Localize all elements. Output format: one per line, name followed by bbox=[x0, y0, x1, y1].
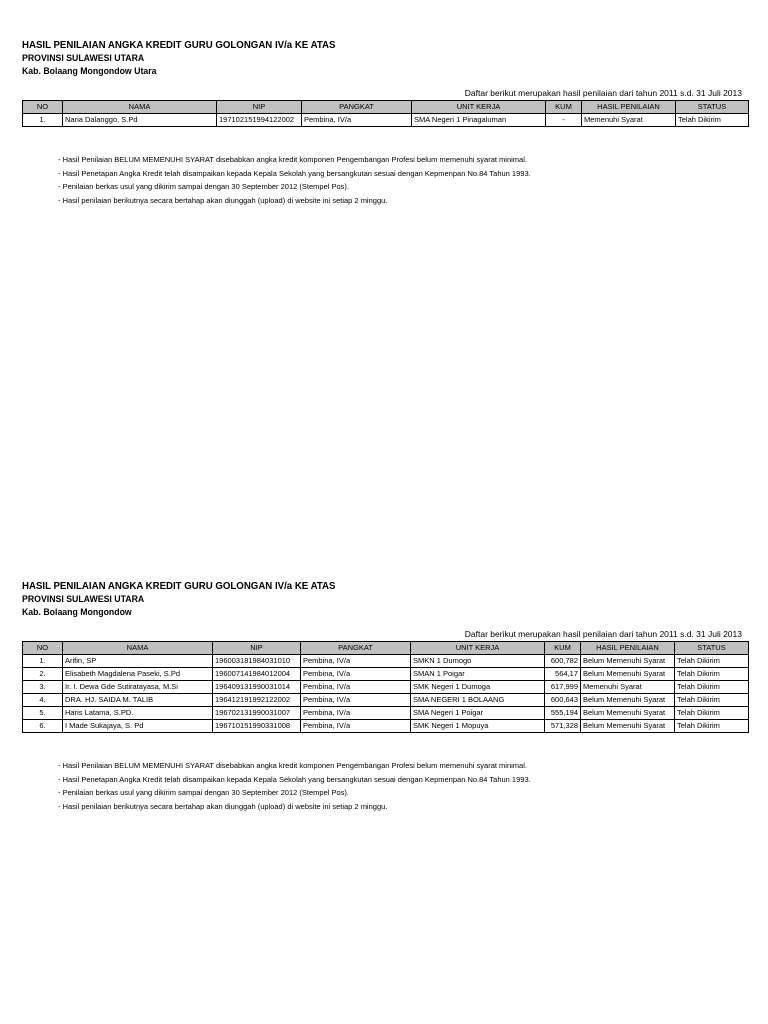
cell-pangkat: Pembina, IV/a bbox=[301, 707, 411, 720]
col-header-pangkat: PANGKAT bbox=[302, 101, 412, 114]
cell-kum: - bbox=[546, 114, 582, 127]
col-header-nama: NAMA bbox=[63, 642, 213, 655]
period-note: Daftar berikut merupakan hasil penilaian dari tahun 2011 s.d. 31 Juli 2013 bbox=[464, 629, 742, 639]
cell-status: Telah Dikirim bbox=[675, 707, 749, 720]
cell-unit-kerja: SMK Negeri 1 Mopuya bbox=[411, 720, 545, 733]
cell-hasil-penilaian: Memenuhi Syarat bbox=[581, 681, 675, 694]
cell-no: 3. bbox=[23, 681, 63, 694]
col-header-unit-kerja: UNIT KERJA bbox=[411, 642, 545, 655]
col-header-hasil-penilaian: HASIL PENILAIAN bbox=[582, 101, 676, 114]
col-header-nama: NAMA bbox=[63, 101, 217, 114]
cell-no: 6. bbox=[23, 720, 63, 733]
report-section-2 bbox=[22, 579, 748, 813]
col-header-hasil-penilaian: HASIL PENILAIAN bbox=[581, 642, 675, 655]
cell-nip: 197102151994122002 bbox=[217, 114, 302, 127]
cell-kum: 571,328 bbox=[545, 720, 581, 733]
cell-status: Telah Dikirim bbox=[676, 114, 749, 127]
cell-no: 1. bbox=[23, 114, 63, 127]
cell-unit-kerja: SMKN 1 Dumogo bbox=[411, 655, 545, 668]
cell-no: 5. bbox=[23, 707, 63, 720]
cell-hasil-penilaian: Belum Memenuhi Syarat bbox=[581, 707, 675, 720]
cell-nip: 196007141984012004 bbox=[213, 668, 301, 681]
col-header-no: NO bbox=[23, 101, 63, 114]
cell-pangkat: Pembina, IV/a bbox=[301, 681, 411, 694]
cell-nama: Naria Dalanggo, S.Pd bbox=[63, 114, 217, 127]
cell-pangkat: Pembina, IV/a bbox=[301, 655, 411, 668]
note-item: - Hasil Penetapan Angka Kredit telah disampaikan kepada Kepala Sekolah yang bersangkutan sesuai dengan Kepmenpan No.84 Tahun 1993. bbox=[58, 168, 531, 178]
note-item: - Hasil Penetapan Angka Kredit telah disampaikan kepada Kepala Sekolah yang bersangkutan sesuai dengan Kepmenpan No.84 Tahun 1993. bbox=[58, 774, 531, 784]
cell-nip: 196409131990031014 bbox=[213, 681, 301, 694]
table-row bbox=[23, 681, 749, 694]
notes-list bbox=[58, 153, 748, 207]
cell-nama: Elisabeth Magdalena Paseki, S.Pd bbox=[63, 668, 213, 681]
cell-nip: 196003181984031010 bbox=[213, 655, 301, 668]
cell-nama: Ir. I. Dewa Gde Sutiratayasa, M.Si bbox=[63, 681, 213, 694]
col-header-kum: KUM bbox=[545, 642, 581, 655]
table-row bbox=[23, 668, 749, 681]
cell-no: 2. bbox=[23, 668, 63, 681]
report-title: HASIL PENILAIAN ANGKA KREDIT GURU GOLONGAN IV/a KE ATAS bbox=[22, 580, 336, 592]
cell-nip: 196710151990331008 bbox=[213, 720, 301, 733]
cell-nama: Arifin, SP bbox=[63, 655, 213, 668]
cell-pangkat: Pembina, IV/a bbox=[301, 668, 411, 681]
cell-hasil-penilaian: Belum Memenuhi Syarat bbox=[581, 694, 675, 707]
cell-no: 1. bbox=[23, 655, 63, 668]
cell-hasil-penilaian: Belum Memenuhi Syarat bbox=[581, 668, 675, 681]
table-row bbox=[23, 720, 749, 733]
cell-status: Telah Dikirim bbox=[675, 694, 749, 707]
col-header-kum: KUM bbox=[546, 101, 582, 114]
province-label: PROVINSI SULAWESI UTARA bbox=[22, 594, 145, 605]
note-item: - Hasil penilaian berikutnya secara bertahap akan diunggah (upload) di website ini setiap 2 minggu. bbox=[58, 195, 388, 205]
note-item: - Penilaian berkas usul yang dikirim sampai dengan 30 September 2012 (Stempel Pos). bbox=[58, 182, 349, 191]
note-item: - Hasil Penilaian BELUM MEMENUHI SYARAT disebabkan angka kredit komponen Pengembangan Profesi belum memenuhi syarat minimal. bbox=[58, 761, 527, 770]
cell-kum: 564,17 bbox=[545, 668, 581, 681]
results-table bbox=[22, 100, 749, 127]
cell-unit-kerja: SMA Negeri 1 Pinagaluman bbox=[412, 114, 546, 127]
note-item: - Hasil Penilaian BELUM MEMENUHI SYARAT disebabkan angka kredit komponen Pengembangan Profesi belum memenuhi syarat minimal. bbox=[58, 155, 527, 164]
col-header-status: STATUS bbox=[675, 642, 749, 655]
table-row bbox=[23, 655, 749, 668]
cell-kum: 600,782 bbox=[545, 655, 581, 668]
cell-unit-kerja: SMAN 1 Poigar bbox=[411, 668, 545, 681]
cell-pangkat: Pembina, IV/a bbox=[301, 720, 411, 733]
table-row bbox=[23, 694, 749, 707]
notes-list bbox=[58, 759, 748, 813]
col-header-unit-kerja: UNIT KERJA bbox=[412, 101, 546, 114]
col-header-status: STATUS bbox=[676, 101, 749, 114]
cell-nama: Haris Latama, S.PD. bbox=[63, 707, 213, 720]
report-section-1 bbox=[22, 38, 748, 207]
cell-nip: 196412191992122002 bbox=[213, 694, 301, 707]
cell-pangkat: Pembina, IV/a bbox=[302, 114, 412, 127]
col-header-nip: NIP bbox=[217, 101, 302, 114]
period-note: Daftar berikut merupakan hasil penilaian dari tahun 2011 s.d. 31 Juli 2013 bbox=[464, 88, 742, 98]
col-header-pangkat: PANGKAT bbox=[301, 642, 411, 655]
cell-unit-kerja: SMA NEGERI 1 BOLAANG bbox=[411, 694, 545, 707]
cell-status: Telah Dikirim bbox=[675, 681, 749, 694]
cell-kum: 600,643 bbox=[545, 694, 581, 707]
note-item: - Penilaian berkas usul yang dikirim sampai dengan 30 September 2012 (Stempel Pos). bbox=[58, 788, 349, 797]
cell-pangkat: Pembina, IV/a bbox=[301, 694, 411, 707]
cell-no: 4. bbox=[23, 694, 63, 707]
results-table bbox=[22, 641, 749, 733]
table-row bbox=[23, 114, 749, 127]
cell-hasil-penilaian: Memenuhi Syarat bbox=[582, 114, 676, 127]
table-header-row bbox=[23, 642, 749, 655]
cell-status: Telah Dikirim bbox=[675, 668, 749, 681]
province-label: PROVINSI SULAWESI UTARA bbox=[22, 53, 145, 64]
report-title: HASIL PENILAIAN ANGKA KREDIT GURU GOLONGAN IV/a KE ATAS bbox=[22, 39, 336, 51]
cell-nip: 196702131990031007 bbox=[213, 707, 301, 720]
cell-status: Telah Dikirim bbox=[675, 720, 749, 733]
cell-kum: 617,999 bbox=[545, 681, 581, 694]
cell-kum: 555,194 bbox=[545, 707, 581, 720]
table-row bbox=[23, 707, 749, 720]
cell-status: Telah Dikirim bbox=[675, 655, 749, 668]
col-header-nip: NIP bbox=[213, 642, 301, 655]
cell-hasil-penilaian: Belum Memenuhi Syarat bbox=[581, 720, 675, 733]
cell-unit-kerja: SMA Negeri 1 Poigar bbox=[411, 707, 545, 720]
cell-unit-kerja: SMK Negeri 1 Dumoga bbox=[411, 681, 545, 694]
regency-label: Kab. Bolaang Mongondow bbox=[22, 607, 132, 618]
note-item: - Hasil penilaian berikutnya secara bertahap akan diunggah (upload) di website ini setiap 2 minggu. bbox=[58, 801, 388, 811]
cell-hasil-penilaian: Belum Memenuhi Syarat bbox=[581, 655, 675, 668]
regency-label: Kab. Bolaang Mongondow Utara bbox=[22, 66, 157, 77]
cell-nama: DRA. HJ. SAIDA M. TALIB bbox=[63, 694, 213, 707]
cell-nama: I Made Sukajaya, S. Pd bbox=[63, 720, 213, 733]
col-header-no: NO bbox=[23, 642, 63, 655]
table-header-row bbox=[23, 101, 749, 114]
